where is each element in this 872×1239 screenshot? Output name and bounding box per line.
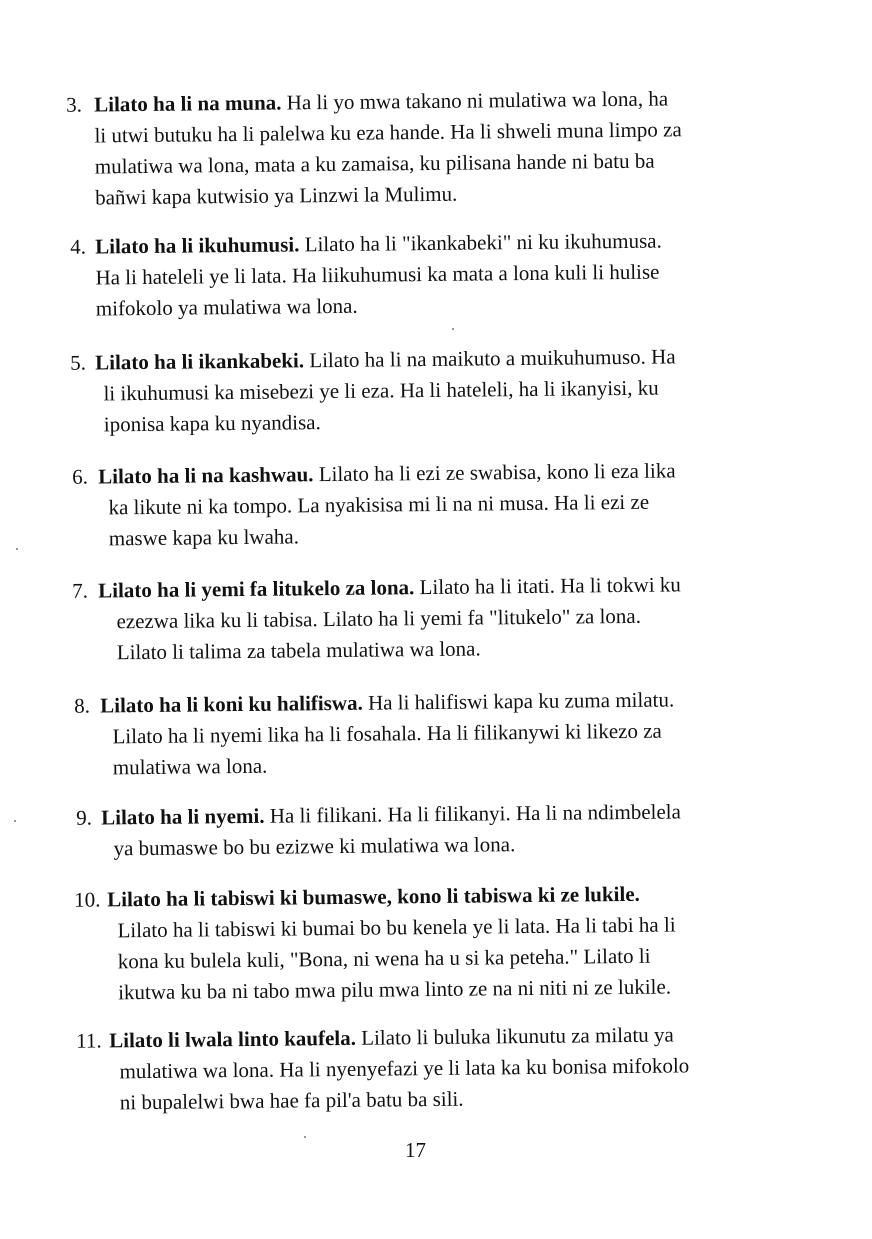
item-text: Ha li yo mwa takano ni mulatiwa wa lona, ha	[281, 86, 669, 115]
item-text-line: ikutwa ku ba ni tabo mwa pilu mwa linto ze na ni niti ni ze lukile.	[118, 974, 672, 1005]
item-text-line: Lilato li talima za tabela mulatiwa wa lona.	[116, 636, 481, 665]
scan-speck	[304, 1136, 306, 1138]
item-text-line: iponisa kapa ku nyandisa.	[103, 410, 321, 437]
list-item-10	[74, 877, 794, 1005]
list-item-6	[72, 454, 792, 551]
item-text-line: maswe kapa ku lwaha.	[108, 524, 300, 551]
item-text-line: kona ku bulela kuli, "Bona, ni wena ha u si ka peteha." Lilato li	[117, 943, 651, 974]
list-item-11	[76, 1018, 796, 1115]
item-heading: Lilato ha li tabiswi ki bumaswe, kono li tabiswa ki ze lukile.	[107, 881, 640, 912]
item-text-line: Lilato ha li nyemi lika ha li fosahala. Ha li filikanywi ki likezo za	[112, 718, 662, 749]
scan-speck	[14, 820, 16, 822]
item-text-line: mulatiwa wa lona, mata a ku zamaisa, ku pilisana hande ni batu ba	[94, 148, 655, 179]
item-heading: Lilato ha li ikankabeki.	[95, 348, 305, 375]
item-number: 5.	[70, 350, 87, 375]
scan-speck	[16, 548, 18, 550]
item-heading: Lilato ha li ikuhumusi.	[95, 232, 300, 259]
item-number: 8.	[74, 693, 91, 718]
item-heading: Lilato ha li koni ku halifiswa.	[100, 690, 363, 718]
item-text: Lilato ha li "ikankabeki" ni ku ikuhumusa.	[299, 228, 662, 257]
list-item-4	[70, 224, 790, 321]
item-text-line: ya bumaswe bo bu ezizwe ki mulatiwa wa lona.	[113, 832, 516, 861]
item-text-line: ni bupalelwi bwa hae fa pil'a batu ba sili.	[119, 1086, 464, 1115]
item-number: 9.	[76, 805, 93, 830]
item-text-line: li utwi butuku ha li palelwa ku eza hande. Ha li shweli muna limpo za	[94, 117, 682, 148]
list-item-7	[72, 568, 792, 665]
item-heading: Lilato ha li nyemi.	[101, 803, 265, 830]
list-item-5	[70, 340, 790, 437]
item-heading: Lilato ha li na muna.	[94, 90, 282, 117]
item-text: Lilato ha li na maikuto a muikuhumuso. Ha	[303, 344, 676, 373]
item-text-line: ka likute ni ka tompo. La nyakisisa mi li na ni musa. Ha li ezi ze	[108, 489, 650, 520]
item-number: 10.	[74, 887, 101, 912]
item-text-line: Lilato ha li tabiswi ki bumai bo bu kenela ye li lata. Ha li tabi ha li	[117, 912, 676, 943]
list-item-3	[66, 82, 786, 210]
item-text: Lilato ha li itati. Ha li tokwi ku	[414, 572, 681, 600]
item-text-line: mulatiwa wa lona.	[112, 753, 268, 780]
item-text: Ha li filikani. Ha li filikanyi. Ha li na ndimbelela	[264, 799, 682, 828]
item-number: 6.	[72, 464, 89, 489]
page-number: 17	[405, 1138, 426, 1162]
item-text-line: bañwi kapa kutwisio ya Linzwi la Mulimu.	[95, 181, 458, 210]
item-text: Lilato ha li ezi ze swabisa, kono li eza lika	[313, 458, 676, 487]
item-heading: Lilato ha li na kashwau.	[98, 462, 314, 489]
scan-speck	[452, 328, 454, 330]
item-text-line: mifokolo ya mulatiwa wa lona.	[95, 293, 358, 321]
item-number: 4.	[70, 234, 87, 259]
item-number: 7.	[72, 578, 89, 603]
item-heading: Lilato ha li yemi fa litukelo za lona.	[98, 575, 415, 603]
item-text: Lilato li buluka likunutu za milatu ya	[355, 1022, 674, 1050]
item-text-line: ezezwa lika ku li tabisa. Lilato ha li yemi fa "litukelo" za lona.	[116, 603, 642, 634]
item-heading: Lilato li lwala linto kaufela.	[109, 1025, 357, 1053]
list-item-8	[74, 683, 794, 780]
item-text-line: Ha li hateleli ye li lata. Ha liikuhumusi ka mata a lona kuli li hulise	[95, 259, 660, 290]
item-text-line: mulatiwa wa lona. Ha li nyenyefazi ye li lata ka ku bonisa mifokolo	[119, 1053, 690, 1084]
item-text: Ha li halifiswi kapa ku zuma milatu.	[362, 687, 675, 715]
item-number: 11.	[76, 1028, 102, 1053]
item-number: 3.	[66, 92, 83, 117]
item-text-line: li ikuhumusi ka misebezi ye li eza. Ha li hateleli, ha li ikanyisi, ku	[103, 375, 659, 406]
list-item-9	[76, 795, 796, 861]
